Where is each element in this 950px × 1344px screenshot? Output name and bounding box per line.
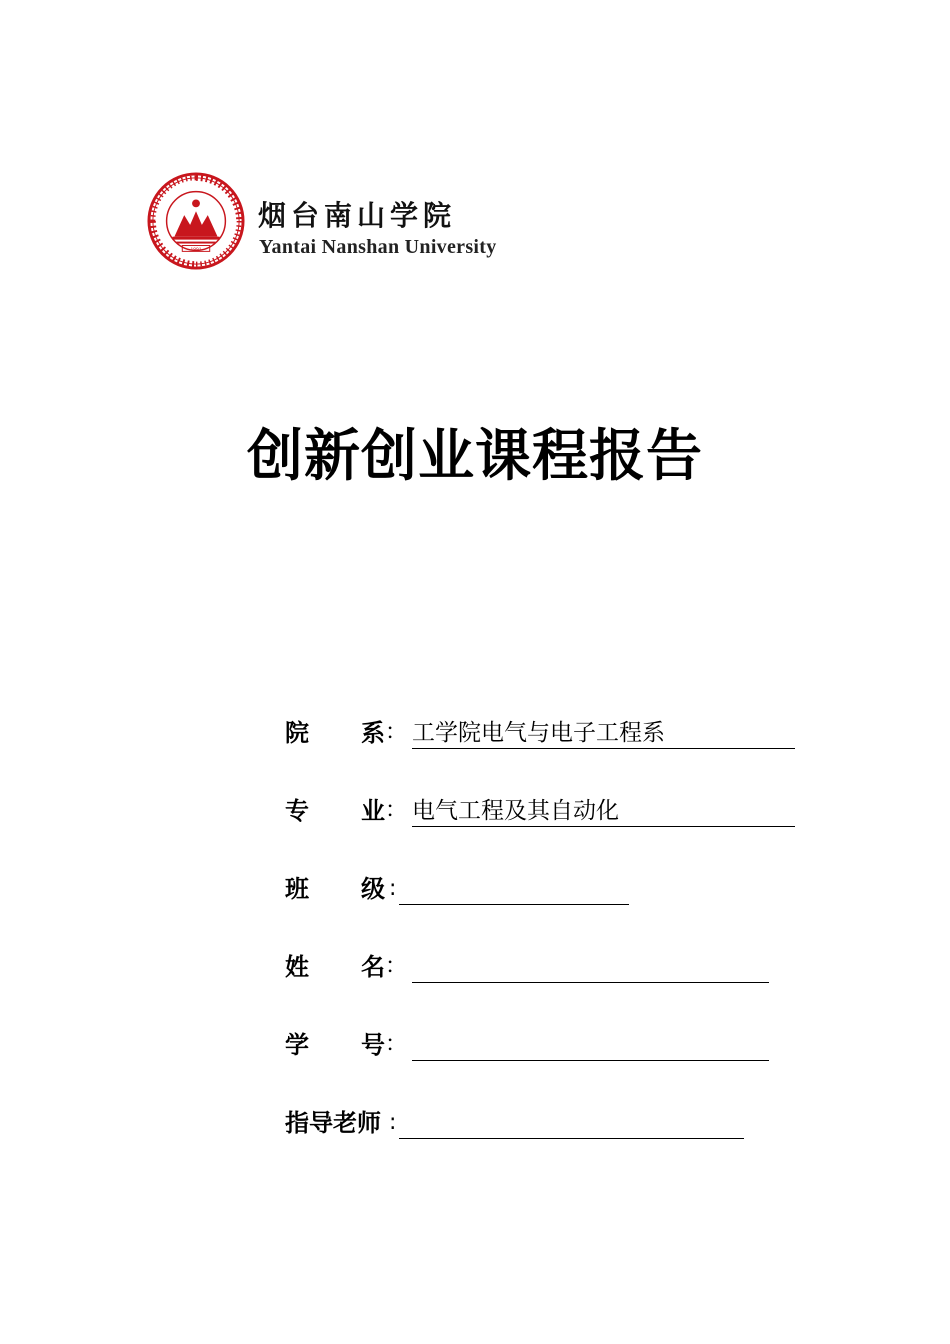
major-field[interactable]: 电气工程及其自动化: [412, 794, 795, 827]
class-field[interactable]: [399, 872, 629, 905]
university-header: [147, 172, 527, 272]
advisor-field[interactable]: [399, 1106, 744, 1139]
university-seal-logo: [147, 172, 245, 270]
university-name-chinese: 烟台南山学院: [258, 199, 457, 232]
name-colon: ：: [385, 954, 408, 979]
advisor-label: 指导老师: [285, 1109, 381, 1137]
svg-text:1991: 1991: [190, 247, 202, 253]
report-title: 创新创业课程报告: [247, 424, 703, 489]
university-name-english: Yantai Nanshan University: [259, 236, 497, 258]
name-field[interactable]: [412, 950, 769, 983]
department-colon: ：: [385, 720, 408, 745]
student-id-colon: ：: [385, 1032, 408, 1057]
class-colon: :: [389, 876, 397, 901]
advisor-colon: :: [389, 1110, 397, 1135]
major-colon: ：: [385, 798, 408, 823]
department-field[interactable]: 工学院电气与电子工程系: [412, 716, 795, 749]
student-id-field[interactable]: [412, 1028, 769, 1061]
